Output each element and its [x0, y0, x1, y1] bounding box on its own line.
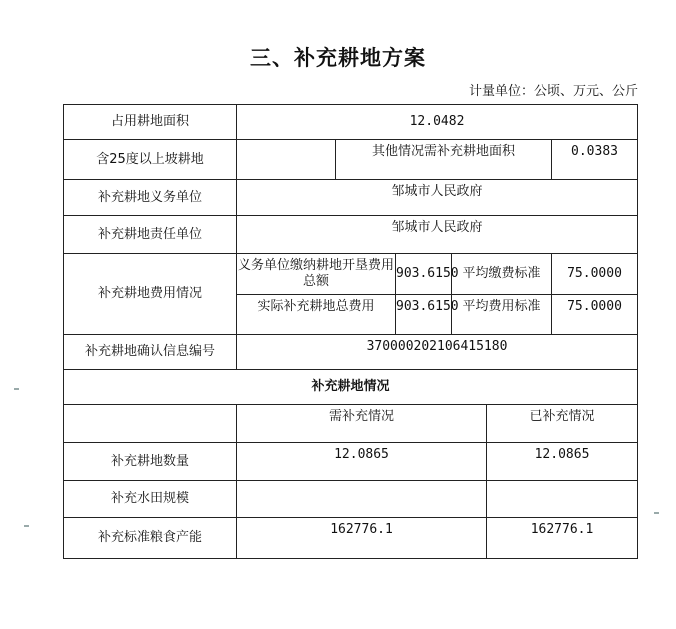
corner-cell: [64, 405, 237, 443]
slope-value: [237, 140, 336, 180]
col-need-header: 需补充情况: [237, 405, 487, 443]
need-value: [237, 481, 487, 518]
scan-speck: [654, 512, 659, 514]
unit-note: 计量单位：公顷、万元、公斤: [468, 84, 638, 99]
row-label: 补充耕地费用情况: [64, 254, 237, 335]
row-label: 占用耕地面积: [64, 105, 237, 140]
table-row: [64, 443, 638, 481]
actual-total-value: 903.6150: [396, 295, 452, 335]
occupied-area-value: 12.0482: [237, 105, 638, 140]
situation-header: 补充耕地情况: [64, 370, 638, 405]
table-row: [64, 105, 638, 140]
row-label: 补充耕地确认信息编号: [64, 335, 237, 370]
row-label: 补充耕地数量: [64, 443, 237, 481]
table-row: [64, 216, 638, 254]
table-row: [64, 481, 638, 518]
avg-paid-value: 75.0000: [552, 254, 638, 295]
actual-total-label: 实际补充耕地总费用: [237, 295, 396, 335]
avg-cost-label: 平均费用标准: [452, 295, 552, 335]
paid-total-value: 903.6150: [396, 254, 452, 295]
other-area-label: 其他情况需补充耕地面积: [336, 140, 552, 180]
table-row: [64, 335, 638, 370]
avg-cost-value: 75.0000: [552, 295, 638, 335]
row-label: 补充耕地义务单位: [64, 180, 237, 216]
table-row: [64, 254, 638, 295]
supplement-plan-table: [63, 104, 638, 559]
need-value: 162776.1: [237, 518, 487, 559]
responsible-value: 邹城市人民政府: [237, 216, 638, 254]
page-title: 三、补充耕地方案: [250, 45, 426, 70]
obligor-value: 邹城市人民政府: [237, 180, 638, 216]
done-value: 162776.1: [487, 518, 638, 559]
table-row: [64, 140, 638, 180]
paid-total-label: 义务单位缴纳耕地开垦费用总额: [237, 254, 396, 295]
other-area-value: 0.0383: [552, 140, 638, 180]
table-row: [64, 405, 638, 443]
row-label: 含25度以上坡耕地: [64, 140, 237, 180]
avg-paid-label: 平均缴费标准: [452, 254, 552, 295]
table-row: [64, 370, 638, 405]
row-label: 补充水田规模: [64, 481, 237, 518]
scan-speck: [14, 388, 19, 390]
row-label: 补充标准粮食产能: [64, 518, 237, 559]
table-row: [64, 518, 638, 559]
row-label: 补充耕地责任单位: [64, 216, 237, 254]
done-value: 12.0865: [487, 443, 638, 481]
table-row: [64, 180, 638, 216]
need-value: 12.0865: [237, 443, 487, 481]
col-done-header: 已补充情况: [487, 405, 638, 443]
scan-speck: [24, 525, 29, 527]
done-value: [487, 481, 638, 518]
confirm-number-value: 370000202106415180: [237, 335, 638, 370]
